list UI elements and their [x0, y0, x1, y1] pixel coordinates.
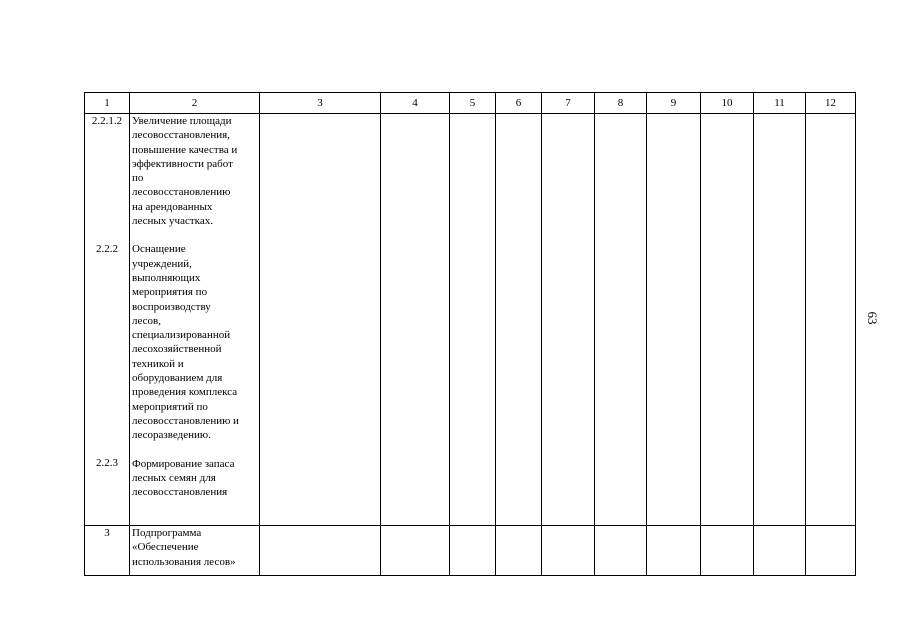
column-header-1: 1 — [85, 93, 130, 114]
empty-cell-4 — [381, 526, 450, 576]
empty-cell-7 — [542, 114, 595, 526]
empty-cell-4 — [381, 114, 450, 526]
item-number-2-2-2: 2.2.2 — [96, 243, 118, 256]
item-text-2-2-1-2 — [132, 114, 257, 228]
empty-cell-11 — [754, 114, 806, 526]
text-line: повышение качества и — [132, 143, 238, 156]
empty-cell-10 — [701, 526, 754, 576]
column-header-6: 6 — [496, 93, 542, 114]
text-line: лесных участках. — [132, 215, 213, 228]
empty-cell-8 — [595, 114, 647, 526]
spacer — [132, 228, 257, 242]
item-number-2-2-3: 2.2.3 — [96, 456, 118, 469]
text-line: лесовосстановления — [132, 486, 228, 499]
text-line: лесохозяйственной — [132, 343, 222, 356]
text-line: лесовосстановлению и — [132, 414, 239, 427]
text-line: лесовосстановлению — [132, 186, 231, 199]
text-line: мероприятия по — [132, 286, 208, 299]
text-line: на арендованных — [132, 200, 213, 213]
text-line: Формирование запаса — [132, 457, 235, 470]
row-number-cell — [85, 114, 130, 526]
text-line: эффективности работ — [132, 157, 233, 170]
page-number: 63 — [865, 311, 880, 325]
text-line: по — [132, 172, 144, 185]
text-line: мероприятий по — [132, 400, 208, 413]
item-number-2-2-1-2: 2.2.1.2 — [91, 115, 123, 127]
item-number-3: 3 — [104, 527, 110, 539]
plan-table — [84, 92, 856, 576]
spacer — [87, 257, 127, 442]
text-line: Увеличение площади — [132, 115, 232, 127]
empty-cell-3 — [260, 114, 381, 526]
text-line: лесовосстановления, — [132, 129, 230, 142]
empty-cell-12 — [806, 526, 856, 576]
text-line: выполняющих — [132, 271, 201, 284]
empty-cell-10 — [701, 114, 754, 526]
text-line: лесных семян для — [132, 471, 216, 484]
text-line: техникой и — [132, 357, 184, 370]
spacer — [87, 228, 127, 242]
text-line: использования лесов» — [132, 555, 236, 568]
column-header-9: 9 — [647, 93, 701, 114]
row-text-cell — [130, 526, 260, 576]
table-row-2-2 — [85, 114, 856, 526]
column-header-7: 7 — [542, 93, 595, 114]
column-header-8: 8 — [595, 93, 647, 114]
empty-cell-5 — [450, 526, 496, 576]
spacer — [87, 442, 127, 456]
text-line: специализированной — [132, 329, 231, 342]
column-header-10: 10 — [701, 93, 754, 114]
column-header-11: 11 — [754, 93, 806, 114]
empty-cell-9 — [647, 114, 701, 526]
table-row-3 — [85, 526, 856, 576]
item-text-2-2-3 — [132, 457, 257, 500]
empty-cell-6 — [496, 114, 542, 526]
empty-cell-7 — [542, 526, 595, 576]
column-header-12: 12 — [806, 93, 856, 114]
empty-cell-12 — [806, 114, 856, 526]
text-line: Оснащение — [132, 243, 186, 256]
column-header-4: 4 — [381, 93, 450, 114]
text-line: проведения комплекса — [132, 386, 238, 399]
text-line: лесов, — [132, 314, 161, 327]
spacer — [132, 443, 257, 457]
empty-cell-9 — [647, 526, 701, 576]
item-text-2-2-2 — [132, 242, 257, 442]
spacer — [87, 128, 127, 228]
text-line: лесоразведению. — [132, 429, 211, 442]
empty-cell-3 — [260, 526, 381, 576]
empty-cell-8 — [595, 526, 647, 576]
text-line: оборудованием для — [132, 372, 223, 385]
text-line: Подпрограмма — [132, 527, 202, 539]
empty-cell-5 — [450, 114, 496, 526]
column-header-2: 2 — [130, 93, 260, 114]
text-line: учреждений, — [132, 257, 192, 270]
text-line: «Обеспечение — [132, 541, 199, 554]
row-number-cell — [85, 526, 130, 576]
empty-cell-11 — [754, 526, 806, 576]
text-line: воспроизводству — [132, 300, 211, 313]
column-header-5: 5 — [450, 93, 496, 114]
column-header-3: 3 — [260, 93, 381, 114]
empty-cell-6 — [496, 526, 542, 576]
column-number-row — [85, 93, 856, 114]
row-text-cell — [130, 114, 260, 526]
